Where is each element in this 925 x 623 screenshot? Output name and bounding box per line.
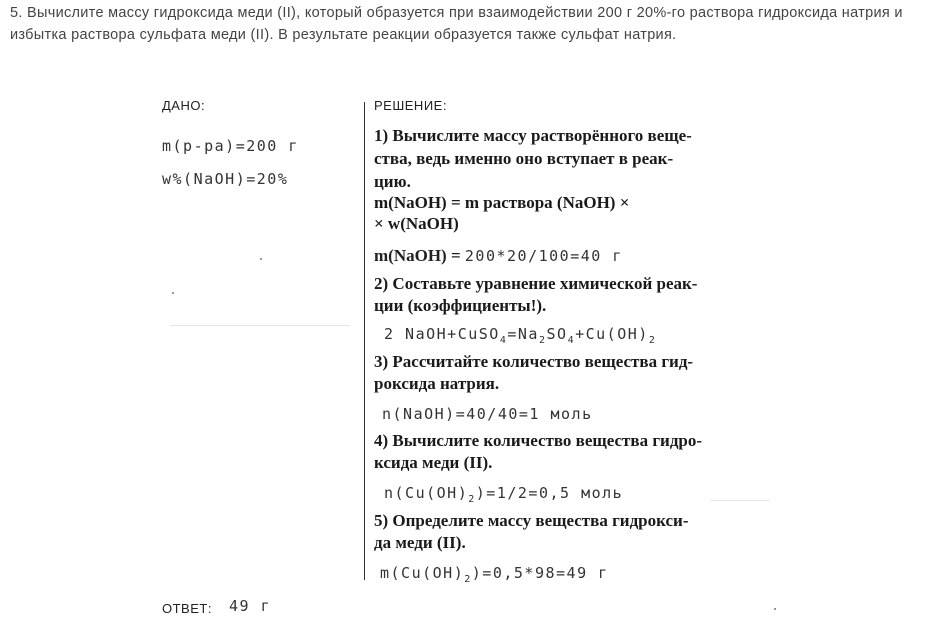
step5-line1: 5) Определите массу вещества гидрокси- xyxy=(374,511,689,530)
solution-header: РЕШЕНИЕ: xyxy=(374,98,447,113)
eq-sub4: 2 xyxy=(648,335,657,346)
reaction-equation xyxy=(384,325,656,346)
calc4-part2: )=1/2=0,5 моль xyxy=(475,484,624,502)
calc1 xyxy=(374,246,623,266)
calc4-sub: 2 xyxy=(468,494,476,505)
scan-line xyxy=(170,325,350,326)
step3-line1: 3) Рассчитайте количество вещества гид- xyxy=(374,352,694,371)
calc3: n(NaOH)=40/40=1 моль xyxy=(382,405,593,423)
given-header: ДАНО: xyxy=(162,98,206,113)
given-fraction: w%(NaOH)=20% xyxy=(162,170,289,188)
eq-sub1: 4 xyxy=(499,335,508,346)
step4-line2: ксида меди (II). xyxy=(374,453,493,472)
eq-part3: SO xyxy=(546,325,568,343)
eq-part2: =Na xyxy=(507,325,539,343)
step2-line1: 2) Составьте уравнение химической реак- xyxy=(374,274,698,293)
eq-sub3: 4 xyxy=(567,335,576,346)
calc1-value: 200*20/100=40 г xyxy=(464,247,623,265)
formula-line1: m(NaOH) = m раствора (NaOH) × xyxy=(374,193,630,212)
step4-line1: 4) Вычислите количество вещества гидро- xyxy=(374,431,703,450)
calc4-part1: n(Cu(OH) xyxy=(384,484,469,502)
scan-speck xyxy=(774,608,776,610)
step1-line3: цию. xyxy=(374,172,411,191)
formula-line2: × w(NaOH) xyxy=(374,214,459,233)
calc1-label: m(NaOH) = xyxy=(374,246,465,265)
answer-value: 49 г xyxy=(229,597,272,615)
vertical-divider xyxy=(364,102,365,580)
step1-line1: 1) Вычислите массу растворённого веще- xyxy=(374,126,692,145)
step1-line2: ства, ведь именно оно вступает в реак- xyxy=(374,149,674,168)
eq-sub2: 2 xyxy=(538,335,547,346)
scan-line xyxy=(710,500,770,501)
eq-part1: 2 NaOH+CuSO xyxy=(384,325,500,343)
task-statement: 5. Вычислите массу гидроксида меди (II), который образуется при взаимодействии 200 г 20%-го раствора гидроксида натрия и избытка раствора сульфата меди (II). В результате реакции образуется также сульфат натрия. xyxy=(10,5,903,43)
calc5-part2: )=0,5*98=49 г xyxy=(471,564,609,582)
answer-label: ОТВЕТ: xyxy=(162,601,212,616)
scan-speck xyxy=(260,258,262,260)
step3-line2: роксида натрия. xyxy=(374,374,500,393)
step5-line2: да меди (II). xyxy=(374,533,466,552)
scan-speck xyxy=(172,292,174,294)
eq-part4: +Cu(OH) xyxy=(575,325,649,343)
given-mass: m(p-pa)=200 г xyxy=(162,137,299,155)
calc4 xyxy=(384,484,623,505)
calc5 xyxy=(380,564,609,585)
calc5-part1: m(Cu(OH) xyxy=(380,564,465,582)
calc5-sub: 2 xyxy=(464,574,472,585)
step2-line2: ции (коэффициенты!). xyxy=(374,296,547,315)
